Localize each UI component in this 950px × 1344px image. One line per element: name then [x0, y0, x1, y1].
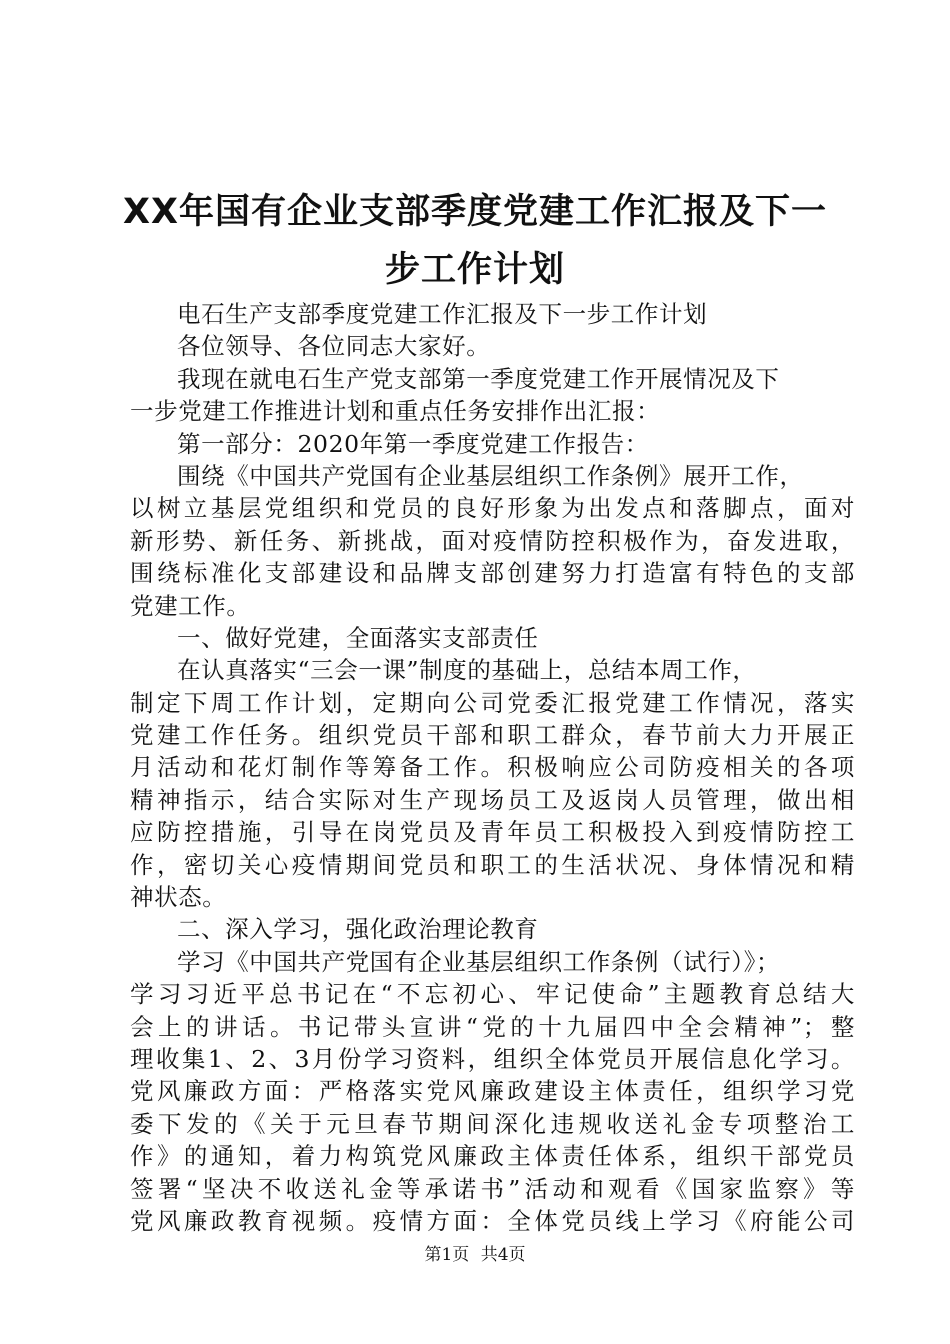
- body-line: 神状态。: [130, 883, 227, 912]
- document-body: [130, 298, 855, 1237]
- body-line: 在认真落实“三会一课”制度的基础上，总结本周工作，: [177, 656, 757, 685]
- body-line: 党风廉政方面：严格落实党风廉政建设主体责任，组织学习党: [130, 1077, 855, 1106]
- body-line: 作》的通知，着力构筑党风廉政主体责任体系，组织干部党员: [130, 1142, 855, 1171]
- body-line: 一步党建工作推进计划和重点任务安排作出汇报：: [130, 397, 661, 426]
- page-footer: [0, 1244, 950, 1266]
- body-line: 党建工作任务。组织党员干部和职工群众，春节前大力开展正: [130, 721, 855, 750]
- body-line: 月活动和花灯制作等筹备工作。积极响应公司防疫相关的各项: [130, 753, 855, 782]
- body-line: 电石生产支部季度党建工作汇报及下一步工作计划: [177, 300, 708, 328]
- body-line: 学习习近平总书记在“不忘初心、牢记使命”主题教育总结大: [130, 980, 855, 1009]
- body-line: 党风廉政教育视频。疫情方面：全体党员线上学习《府能公司: [130, 1206, 855, 1235]
- body-line: 各位领导、各位同志大家好。: [177, 332, 491, 361]
- body-line: 签署“坚决不收送礼金等承诺书”活动和观看《国家监察》等: [130, 1174, 855, 1203]
- document-title-line-2: 步工作计划: [384, 250, 565, 290]
- body-line: 委下发的《关于元旦春节期间深化违规收送礼金专项整治工: [130, 1109, 855, 1138]
- body-line: 围绕《中国共产党国有企业基层组织工作条例》展开工作，: [177, 461, 804, 490]
- body-line: 我现在就电石生产党支部第一季度党建工作开展情况及下: [177, 364, 780, 393]
- body-line: 新形势、新任务、新挑战，面对疫情防控积极作为，奋发进取，: [130, 526, 855, 555]
- body-line: 理收集1、2、3月份学习资料，组织全体党员开展信息化学习。: [130, 1044, 855, 1073]
- body-line: 作，密切关心疫情期间党员和职工的生活状况、身体情况和精: [130, 850, 855, 879]
- page-number: 第1页: [424, 1245, 470, 1265]
- body-line: 精神指示，结合实际对生产现场员工及返岗人员管理，做出相: [130, 785, 855, 814]
- body-line: 一、做好党建，全面落实支部责任: [177, 623, 539, 652]
- document-title-line-1: XX年国有企业支部季度党建工作汇报及下一: [123, 192, 827, 232]
- body-line: 应防控措施，引导在岗党员及青年员工积极投入到疫情防控工: [130, 818, 855, 847]
- body-line: 党建工作。: [130, 591, 251, 620]
- body-line: 制定下周工作计划，定期向公司党委汇报党建工作情况，落实: [130, 688, 855, 717]
- body-line: 第一部分：2020年第一季度党建工作报告：: [177, 429, 649, 458]
- body-line: 围绕标准化支部建设和品牌支部创建努力打造富有特色的支部: [130, 559, 855, 588]
- body-line: 学习《中国共产党国有企业基层组织工作条例（试行）》；: [177, 947, 781, 976]
- body-line: 二、深入学习，强化政治理论教育: [177, 915, 539, 944]
- page-total: 共4页: [480, 1245, 526, 1265]
- body-line: 会上的讲话。书记带头宣讲“党的十九届四中全会精神”；整: [130, 1012, 855, 1041]
- body-line: 以树立基层党组织和党员的良好形象为出发点和落脚点，面对: [130, 494, 855, 523]
